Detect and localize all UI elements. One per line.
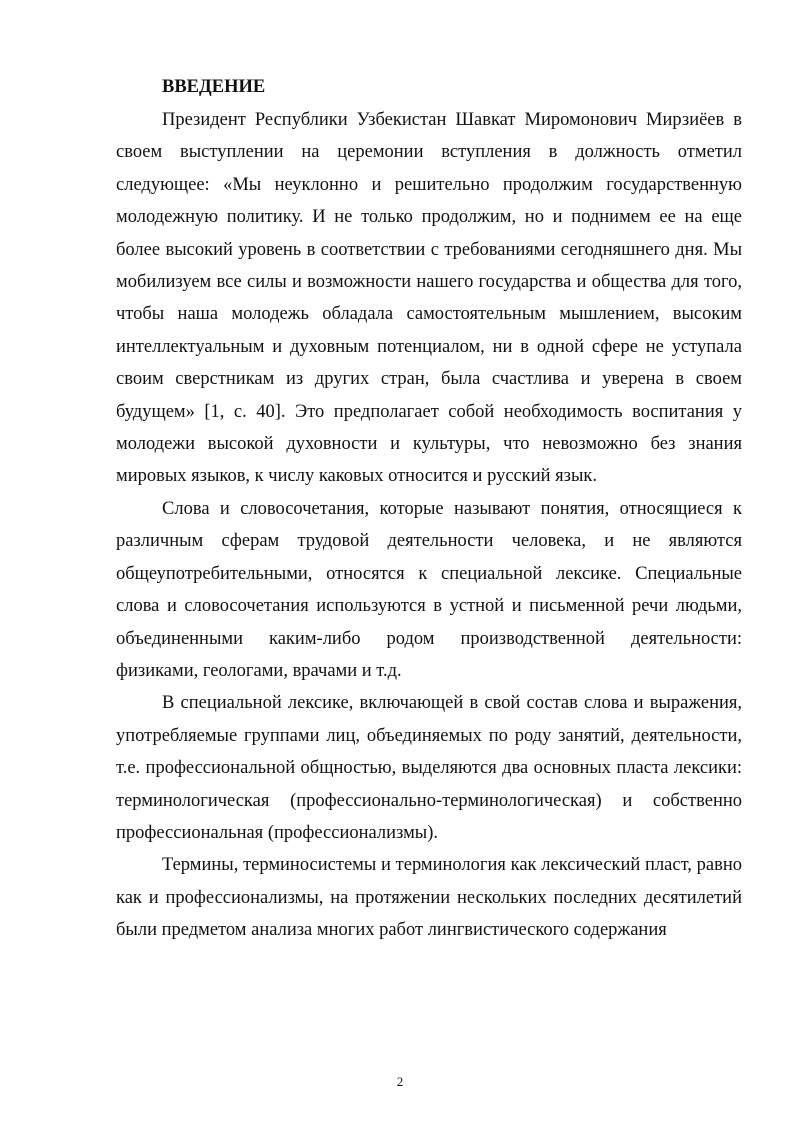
page-number: 2: [396, 1074, 404, 1089]
section-heading: ВВЕДЕНИЕ: [162, 77, 266, 97]
paragraph-2: Слова и словосочетания, которые называют понятия, относящиеся к различным сферам трудовой деятельности человека, и не являются общеупотребительными, относятся к специальной лексике. Специальные слова и словосочетания используются в устной и письменной речи людьми, объединенными каким-либо родом производственной деятельности: физиками, геологами, врачами и т.д.: [116, 498, 742, 681]
paragraph-1: Президент Республики Узбекистан Шавкат Миромонович Мирзиёев в своем выступлении на церемонии вступления в должность отметил следующее: «Мы неуклонно и решительно продолжим государственную молодежную политику. И не только продолжим, но и поднимем ее на еще более высокий уровень в соответствии с требованиями сегодняшнего дня. Мы мобилизуем все силы и возможности нашего государства и общества для того, чтобы наша молодежь обладала самостоятельным мышлением, высоким интеллектуальным и духовным потенциалом, ни в одной сфере не уступала своим сверстникам из других стран, была счастлива и уверена в своем будущем» [1, с. 40]. Это предполагает собой необходимость воспитания у молодежи высокой духовности и культуры, что невозможно без знания мировых языков, к числу каковых относится и русский язык.: [116, 110, 742, 487]
document-body: [116, 74, 742, 947]
paragraph-3: В специальной лексике, включающей в свой состав слова и выражения, употребляемые группами лиц, объединяемых по роду занятий, деятельности, т.е. профессиональной общностью, выделяются два основных пласта лексики: терминологическая (профессионально-терминологическая) и собственно профессиональная (профессионализмы).: [116, 693, 742, 843]
paragraph-4: Термины, терминосистемы и терминология как лексический пласт, равно как и профессионализмы, на протяжении нескольких последних десятилетий были предметом анализа многих работ лингвистического содержания: [116, 855, 742, 941]
